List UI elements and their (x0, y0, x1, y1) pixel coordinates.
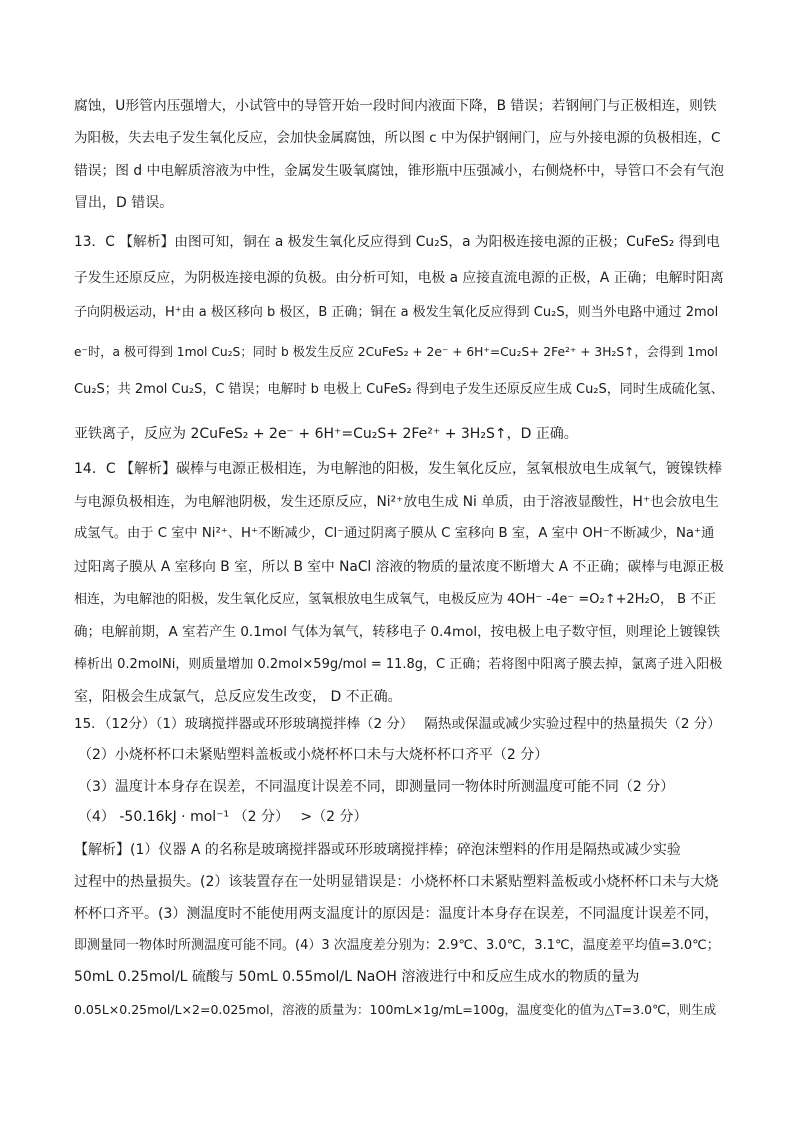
text-line: 为阳极，失去电子发生氧化反应，会加快金属腐蚀，所以图 c 中为保护钢闸门，应与外接电源的负极相连，C (74, 130, 721, 146)
text-line-q15: 15．（12分）（1）玻璃搅拌器或环形玻璃搅拌棒（2 分） 隔热或保温或减少实验过程中的热量损失（2 分） (74, 716, 721, 732)
text-line: 过阳离子膜从 A 室移向 B 室，所以 B 室中 NaCl 溶液的物质的量浓度不断增大 A 不正确；碳棒与电源正极 (74, 559, 724, 575)
text-line: 腐蚀，U形管内压强增大，小试管中的导管开始一段时间内液面下降，B 错误；若钢闸门与正极相连，则铁 (74, 98, 717, 114)
text-line: 杯杯口齐平。(3）测温度时不能使用两支温度计的原因是：温度计本身存在误差，不同温度计误差不同， (74, 906, 719, 922)
text-line: 成氢气。由于 C 室中 Ni²⁺、H⁺不断减少，Cl⁻通过阴离子膜从 C 室移向 B 室，A 室中 OH⁻不断减少，Na⁺通 (74, 526, 715, 541)
text-line: 子发生还原反应，为阴极连接电源的负极。由分析可知，电极 a 应接直流电源的正极，A 正确；电解时阳离 (74, 270, 724, 286)
text-line: 与电源负极相连，为电解池阴极，发生还原反应，Ni²⁺放电生成 Ni 单质，由于溶液显酸性，H⁺也会放电生 (74, 494, 719, 510)
text-line-q13: 13．C 【解析】由图可知，铜在 a 极发生氧化反应得到 Cu₂S，a 为阳极连接电源的正极；CuFeS₂ 得到电 (74, 234, 720, 250)
text-line: 冒出，D 错误。 (74, 195, 174, 211)
text-line: （4） -50.16kJ · mol⁻¹ （2 分） >（2 分） (78, 809, 368, 825)
text-line: 确；电解前期，A 室若产生 0.1mol 气体为氧气，转移电子 0.4mol，按电极上电子数守恒，则理论上镀镍铁 (74, 624, 721, 640)
text-line: （2）小烧杯杯口未紧贴塑料盖板或小烧杯杯口未与大烧杯杯口齐平（2 分） (78, 747, 549, 763)
text-line: 即测量同一物体时所测温度可能不同。(4）3 次温度差分别为：2.9℃、3.0℃，3.1℃，温度差平均值=3.0℃； (74, 938, 720, 953)
text-line: Cu₂S；共 2mol Cu₂S，C 错误；电解时 b 电极上 CuFeS₂ 得到电子发生还原反应生成 Cu₂S，同时生成硫化氢、 (74, 382, 724, 397)
text-line: 子向阴极运动，H⁺由 a 极区移向 b 极区，B 正确；铜在 a 极发生氧化反应得到 Cu₂S，则当外电路中通过 2mol (74, 305, 719, 320)
text-line: 0.05L×0.25mol/L×2=0.025mol，溶液的质量为：100mL×1g/mL=100g，温度变化的值为△T=3.0℃，则生成 (74, 1002, 717, 1017)
text-line: 过程中的热量损失。(2）该装置存在一处明显错误是：小烧杯杯口未紧贴塑料盖板或小烧杯杯口未与大烧 (74, 874, 719, 890)
text-line: 室，阳极会生成氯气，总反应发生改变， D 不正确。 (74, 689, 402, 705)
text-line: e⁻时，a 极可得到 1mol Cu₂S；同时 b 极发生反应 2CuFeS₂ + 2e⁻ + 6H⁺=Cu₂S+ 2Fe²⁺ + 3H₂S↑，会得到 1mol (74, 345, 718, 359)
text-line: 棒析出 0.2molNi，则质量增加 0.2mol×59g/mol = 11.8g，C 正确；若将图中阳离子膜去掉，氯离子进入阳极 (74, 657, 723, 672)
text-line: （3）温度计本身存在误差，不同温度计误差不同，即测量同一物体时所测温度可能不同（2 分） (78, 779, 675, 795)
text-line: 亚铁离子，反应为 2CuFeS₂ + 2e⁻ + 6H⁺=Cu₂S+ 2Fe²⁺ + 3H₂S↑，D 正确。 (74, 426, 578, 442)
text-line: 错误；图 d 中电解质溶液为中性，金属发生吸氧腐蚀，锥形瓶中压强减小，右侧烧杯中，导管口不会有气泡 (74, 163, 724, 179)
text-line-analysis: 【解析】(1）仪器 A 的名称是玻璃搅拌器或环形玻璃搅拌棒；碎泡沫塑料的作用是隔热或减少实验 (74, 842, 681, 858)
text-line-q14: 14．C 【解析】碳棒与电源正极相连，为电解池的阳极，发生氧化反应，氢氧根放电生成氧气，镀镍铁棒 (74, 461, 723, 477)
text-line: 相连，为电解池的阳极，发生氧化反应，氢氧根放电生成氧气，电极反应为 4OH⁻ -4e⁻ =O₂↑+2H₂O， B 不正 (74, 592, 717, 607)
text-line: 50mL 0.25mol/L 硫酸与 50mL 0.55mol/L NaOH 溶液进行中和反应生成水的物质的量为 (74, 969, 640, 985)
